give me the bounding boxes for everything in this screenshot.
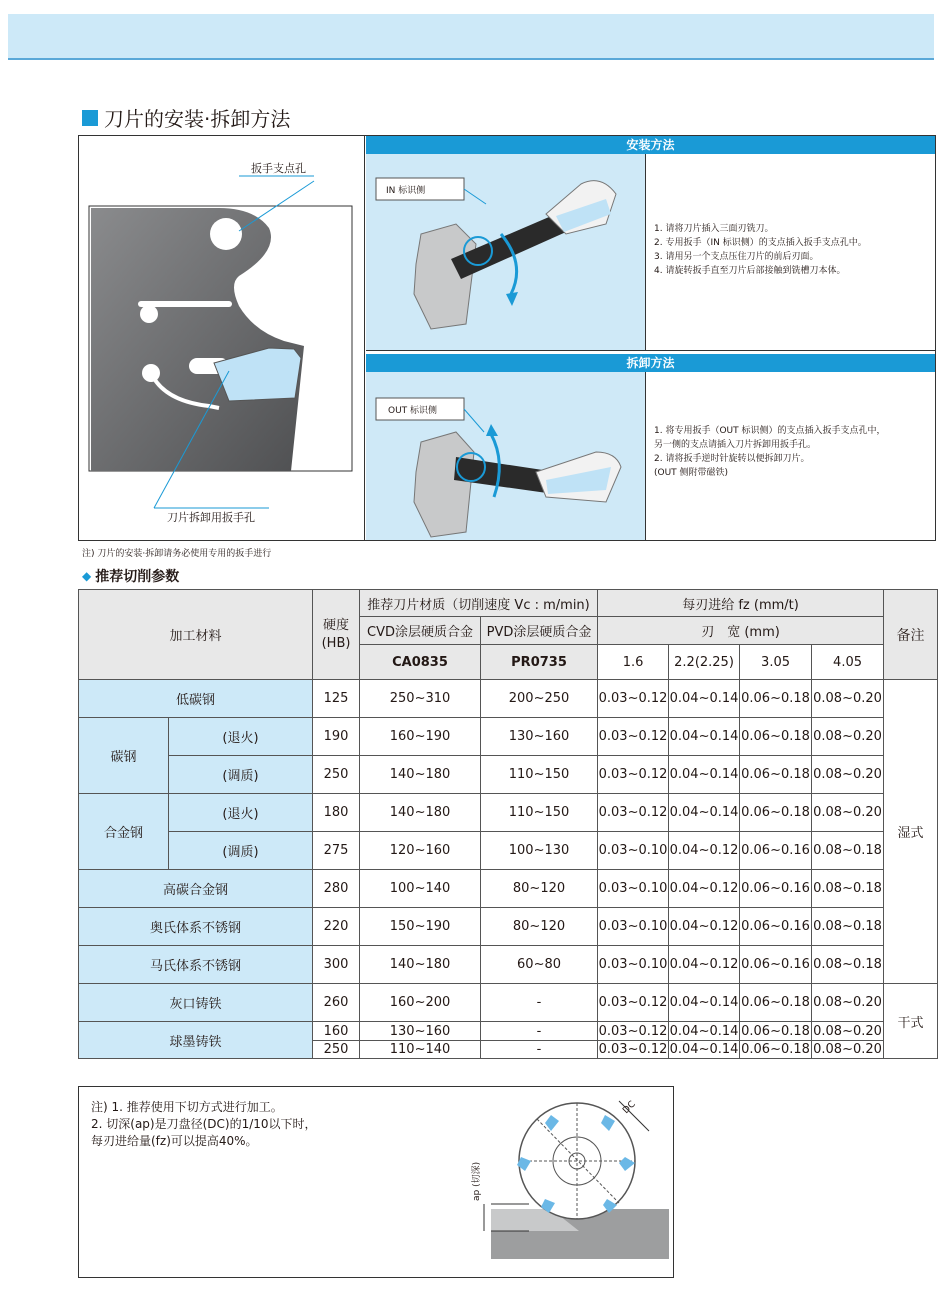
remark-dry: 干式 (884, 984, 938, 1059)
width-col: 4.05 (812, 645, 884, 680)
header-material: 加工材料 (79, 590, 313, 680)
table-row: 高碳合金钢 280 100~140 80~120 0.03~0.10 0.04~0.12 0.06~0.16 0.08~0.18 (79, 870, 938, 908)
table-row: 马氏体系不锈钢 300 140~180 60~80 0.03~0.10 0.04~0.12 0.06~0.16 0.08~0.18 (79, 946, 938, 984)
insert-holder-diagram (79, 136, 365, 540)
install-step: 2. 专用扳手（IN 标识侧）的支点插入扳手支点孔中。 (654, 238, 867, 248)
table-row: 奥氏体系不锈钢 220 150~190 80~120 0.03~0.10 0.04~0.12 0.06~0.16 0.08~0.18 (79, 908, 938, 946)
header-grade: 推荐刀片材质（切削速度 Vc : m/min) (360, 590, 598, 617)
clockwise-arrow-icon (506, 292, 518, 306)
install-wrench-illustration (366, 154, 645, 350)
table-row: 灰口铸铁 260 160~200 - 0.03~0.12 0.04~0.14 0.06~0.18 0.08~0.20 干式 (79, 984, 938, 1022)
header-remark: 备注 (884, 590, 938, 680)
dc-label: DC (621, 1099, 638, 1116)
remove-header: 拆卸方法 (366, 354, 935, 372)
square-bullet-icon (82, 110, 98, 126)
table-row: (调质) 250 140~180 110~150 0.03~0.12 0.04~0.14 0.06~0.18 0.08~0.20 (79, 756, 938, 794)
down-cut-diagram (459, 1091, 671, 1275)
in-side-tag: IN 标识侧 (386, 186, 426, 196)
table-row: 合金钢 (退火) 180 140~180 110~150 0.03~0.12 0.04~0.14 0.06~0.18 0.08~0.20 (79, 794, 938, 832)
remove-illustration (366, 372, 645, 540)
width-col: 3.05 (740, 645, 812, 680)
remove-step: (OUT 侧附带磁铁) (654, 468, 729, 478)
width-col: 2.2(2.25) (669, 645, 740, 680)
install-step: 1. 请将刀片插入三面刃铣刀。 (654, 224, 774, 234)
wrench-pivot-label: 扳手支点孔 (251, 162, 306, 175)
table-row: 碳钢 (退火) 190 160~190 130~160 0.03~0.12 0.04~0.14 0.06~0.18 0.08~0.20 (79, 718, 938, 756)
removal-hole-label: 刀片拆卸用扳手孔 (167, 511, 255, 524)
down-cut-note: 注) 1. 推荐使用下切方式进行加工。 2. 切深(ap)是刀盘径(DC)的1/10以下时， 每刃进给量(fz)可以提高40%。 (91, 1100, 317, 1148)
out-side-tag: OUT 标识侧 (388, 406, 438, 416)
section-title: ◆ 推荐切削参数 (82, 569, 180, 585)
top-banner (8, 14, 934, 60)
remove-steps (654, 424, 885, 480)
install-step: 4. 请旋转扳手直至刀片后部接触到铣槽刀本体。 (654, 266, 846, 276)
header-feed: 每刃进给 fz (mm/t) (598, 590, 884, 617)
table-row: 球墨铸铁 160 130~160 - 0.03~0.12 0.04~0.14 0.06~0.18 0.08~0.20 (79, 1022, 938, 1041)
install-steps (654, 222, 867, 278)
header-width: 刃 宽 (mm) (598, 617, 884, 645)
remark-wet: 湿式 (884, 680, 938, 984)
cutting-conditions-table (78, 589, 938, 1059)
page-title: 刀片的安装·拆卸方法 (82, 103, 290, 132)
install-remove-box (78, 135, 936, 541)
install-step: 3. 请用另一个支点压住刀片的前后刃面。 (654, 252, 819, 262)
remove-wrench-illustration (366, 372, 645, 540)
header-pvd: PVD涂层硬质合金 (481, 617, 598, 645)
table-row: 250 110~140 - 0.03~0.12 0.04~0.14 0.06~0.18 0.08~0.20 (79, 1041, 938, 1059)
header-ca0835: CA0835 (360, 645, 481, 680)
remove-step: 2. 请将扳手逆时针旋转以便拆卸刀片。 (654, 454, 810, 464)
insert-diagram-panel (79, 136, 365, 540)
header-pr0735: PR0735 (481, 645, 598, 680)
wrench-note: 注) 刀片的安装·拆卸请务必使用专用的扳手进行 (82, 549, 272, 559)
width-col: 1.6 (598, 645, 669, 680)
install-illustration (366, 154, 645, 350)
header-cvd: CVD涂层硬质合金 (360, 617, 481, 645)
remove-step: 另一侧的支点请插入刀片拆卸用扳手孔。 (654, 440, 817, 450)
remove-step: 1. 将专用扳手（OUT 标识侧）的支点插入扳手支点孔中， (654, 426, 886, 436)
diamond-bullet-icon: ◆ (82, 569, 92, 583)
table-row: (调质) 275 120~160 100~130 0.03~0.10 0.04~0.12 0.06~0.16 0.08~0.18 (79, 832, 938, 870)
ap-label: ap (切深) (472, 1161, 482, 1201)
counterclockwise-arrow-icon (486, 424, 498, 436)
install-header: 安装方法 (366, 136, 935, 154)
header-hardness: 硬度 (HB) (313, 590, 360, 680)
group-ductile: 球墨铸铁 (79, 1022, 313, 1059)
group-carbon: 碳钢 (79, 718, 169, 794)
down-cut-note-box (78, 1086, 674, 1278)
group-alloy: 合金钢 (79, 794, 169, 870)
table-row: 低碳钢 125 250~310 200~250 0.03~0.12 0.04~0.14 0.06~0.18 0.08~0.20 湿式 (79, 680, 938, 718)
